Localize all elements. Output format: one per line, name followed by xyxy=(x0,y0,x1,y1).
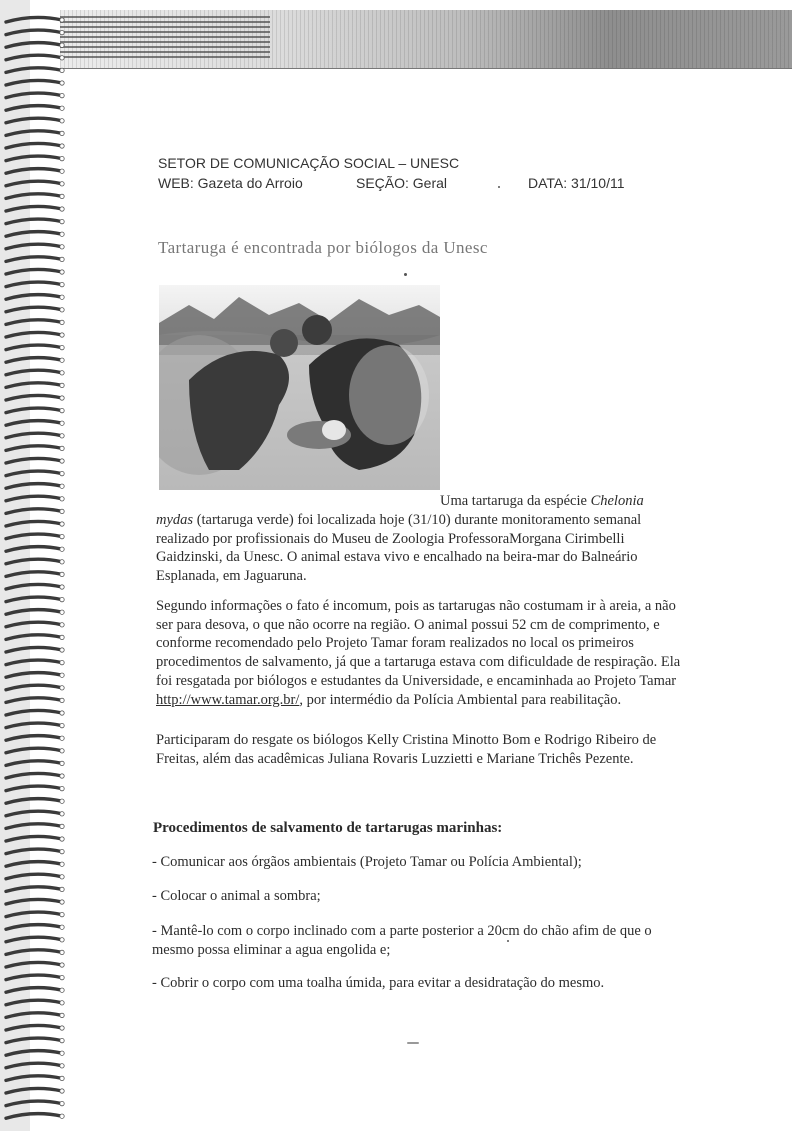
binding-hole xyxy=(60,711,64,715)
binding-hole xyxy=(60,30,64,34)
binding-hole xyxy=(60,786,64,790)
binding-hole xyxy=(60,421,64,425)
binding-hole xyxy=(60,144,64,148)
binding-hole xyxy=(60,673,64,677)
scan-header-band xyxy=(60,10,792,69)
binding-hole xyxy=(60,270,64,274)
binding-hole xyxy=(60,761,64,765)
binding-hole xyxy=(60,68,64,72)
binding-hole xyxy=(60,219,64,223)
binding-hole xyxy=(60,1101,64,1105)
binding-hole xyxy=(60,534,64,538)
binding-hole xyxy=(60,282,64,286)
binding-hole xyxy=(60,1089,64,1093)
procedures-title: Procedimentos de salvamento de tartarugas marinhas: xyxy=(153,820,503,836)
binding-hole xyxy=(60,824,64,828)
binding-hole xyxy=(60,509,64,513)
binding-hole xyxy=(60,912,64,916)
binding-hole xyxy=(60,799,64,803)
binding-hole xyxy=(60,900,64,904)
binding-hole xyxy=(60,887,64,891)
binding-hole xyxy=(60,371,64,375)
procedure-item-3: - Mantê-lo com o corpo inclinado com a parte posterior a 20cm do chão afim de que o mesmo possa eliminar a agua engolida e; xyxy=(152,923,652,958)
binding-hole xyxy=(60,648,64,652)
binding-hole xyxy=(60,623,64,627)
binding-hole xyxy=(60,1001,64,1005)
binding-hole xyxy=(60,308,64,312)
binding-hole xyxy=(60,446,64,450)
paragraph-2 xyxy=(156,597,686,709)
binding-hole xyxy=(60,93,64,97)
binding-hole xyxy=(60,925,64,929)
procedure-item-4: - Cobrir o corpo com uma toalha úmida, para evitar a desidratação do mesmo. xyxy=(152,975,605,991)
binding-hole xyxy=(60,484,64,488)
procedure-item-2: - Colocar o animal a sombra; xyxy=(152,888,321,904)
binding-hole xyxy=(60,837,64,841)
binding-hole xyxy=(60,774,64,778)
web-source: WEB: Gazeta do Arroio xyxy=(158,175,303,191)
binding-hole xyxy=(60,547,64,551)
species-epithet: mydas xyxy=(156,512,194,528)
binding-hole xyxy=(60,749,64,753)
binding-hole xyxy=(60,295,64,299)
procedure-item-1: - Comunicar aos órgãos ambientais (Projeto Tamar ou Polícia Ambiental); xyxy=(152,854,582,870)
binding-hole xyxy=(60,635,64,639)
binding-hole xyxy=(60,862,64,866)
paragraph-1-rest: (tartaruga verde) foi localizada hoje (31/10) durante monitoramento semanal realizado por profissionais do Museu de Zoologia ProfessoraMorgana Cirimbelli Gaidzinski, da Unesc. O animal estava vivo e encalhado na beira-mar do Balneário Esplanada, em Jaguaruna. xyxy=(156,512,642,585)
binding-hole xyxy=(60,875,64,879)
binding-hole xyxy=(60,182,64,186)
scan-speck xyxy=(498,186,500,188)
binding-hole xyxy=(60,698,64,702)
binding-hole xyxy=(60,849,64,853)
article-photo xyxy=(159,285,440,490)
binding-hole xyxy=(60,950,64,954)
binding-hole xyxy=(60,383,64,387)
org-line: SETOR DE COMUNICAÇÃO SOCIAL – UNESC xyxy=(158,155,460,171)
spiral-binding-icon xyxy=(0,0,72,1131)
binding-hole xyxy=(60,988,64,992)
paragraph-2-text: Segundo informações o fato é incomum, pois as tartarugas não costumam ir à areia, a não ser para desova, o que não ocorre na região. O animal possui 52 cm de comprimento, e conforme recomendado pelo Projeto Tamar foram realizados no local os primeiros procedimentos de salvamento, já que a tartaruga estava com dificuldade de respiração. Ela foi resgatada por biólogos e estudantes da Universidade, e encaminhada ao Projeto Tamar xyxy=(156,598,681,689)
binding-hole xyxy=(60,471,64,475)
binding-hole xyxy=(60,938,64,942)
paragraph-1 xyxy=(156,511,686,586)
binding-hole xyxy=(60,597,64,601)
section-label: SEÇÃO: Geral xyxy=(356,175,448,191)
binding-hole xyxy=(60,812,64,816)
scan-speck xyxy=(407,1042,419,1044)
header-band-lines xyxy=(60,16,270,60)
binding-hole xyxy=(60,408,64,412)
binding-hole xyxy=(60,686,64,690)
photo-of-biologists-with-turtle xyxy=(159,285,440,490)
species-genus: Chelonia xyxy=(590,493,644,509)
paragraph-3: Participaram do resgate os biólogos Kelly Cristina Minotto Bom e Rodrigo Ribeiro de Freitas, além das acadêmicas Juliana Rovaris Luzzietti e Mariane Trichês Pezente. xyxy=(156,732,657,767)
binding-hole xyxy=(60,396,64,400)
binding-hole xyxy=(60,1051,64,1055)
scan-speck xyxy=(507,940,509,942)
binding-hole xyxy=(60,585,64,589)
tamar-link[interactable]: http://www.tamar.org.br/ xyxy=(156,691,300,708)
binding-hole xyxy=(60,1076,64,1080)
binding-hole xyxy=(60,610,64,614)
binding-hole xyxy=(60,156,64,160)
binding-hole xyxy=(60,1064,64,1068)
binding-hole xyxy=(60,333,64,337)
binding-hole xyxy=(60,18,64,22)
paragraph-2-end: , por intermédio da Polícia Ambiental para reabilitação. xyxy=(299,691,622,708)
binding-hole xyxy=(60,81,64,85)
binding-hole xyxy=(60,207,64,211)
binding-hole xyxy=(60,736,64,740)
binding-hole xyxy=(60,497,64,501)
binding-hole xyxy=(60,1013,64,1017)
binding-hole xyxy=(60,1114,64,1118)
binding-hole xyxy=(60,43,64,47)
binding-hole xyxy=(60,1026,64,1030)
article-headline: Tartaruga é encontrada por biólogos da Unesc xyxy=(158,238,488,257)
binding-hole xyxy=(60,119,64,123)
binding-hole xyxy=(60,434,64,438)
binding-hole xyxy=(60,106,64,110)
binding-hole xyxy=(60,975,64,979)
binding-hole xyxy=(60,232,64,236)
binding-hole xyxy=(60,963,64,967)
binding-hole xyxy=(60,257,64,261)
binding-hole xyxy=(60,572,64,576)
binding-hole xyxy=(60,320,64,324)
binding-hole xyxy=(60,345,64,349)
binding-hole xyxy=(60,560,64,564)
paragraph-1-lead xyxy=(440,492,680,511)
binding-hole xyxy=(60,245,64,249)
binding-hole xyxy=(60,56,64,60)
binding-hole xyxy=(60,131,64,135)
date-label: DATA: 31/10/11 xyxy=(528,175,625,191)
paragraph-1-lead-text: Uma tartaruga da espécie xyxy=(440,493,591,509)
binding-hole xyxy=(60,169,64,173)
binding-hole xyxy=(60,660,64,664)
binding-hole xyxy=(60,358,64,362)
binding-hole xyxy=(60,459,64,463)
binding-hole xyxy=(60,522,64,526)
binding-hole xyxy=(60,723,64,727)
binding-hole xyxy=(60,194,64,198)
scan-speck xyxy=(404,273,407,276)
binding-hole xyxy=(60,1038,64,1042)
